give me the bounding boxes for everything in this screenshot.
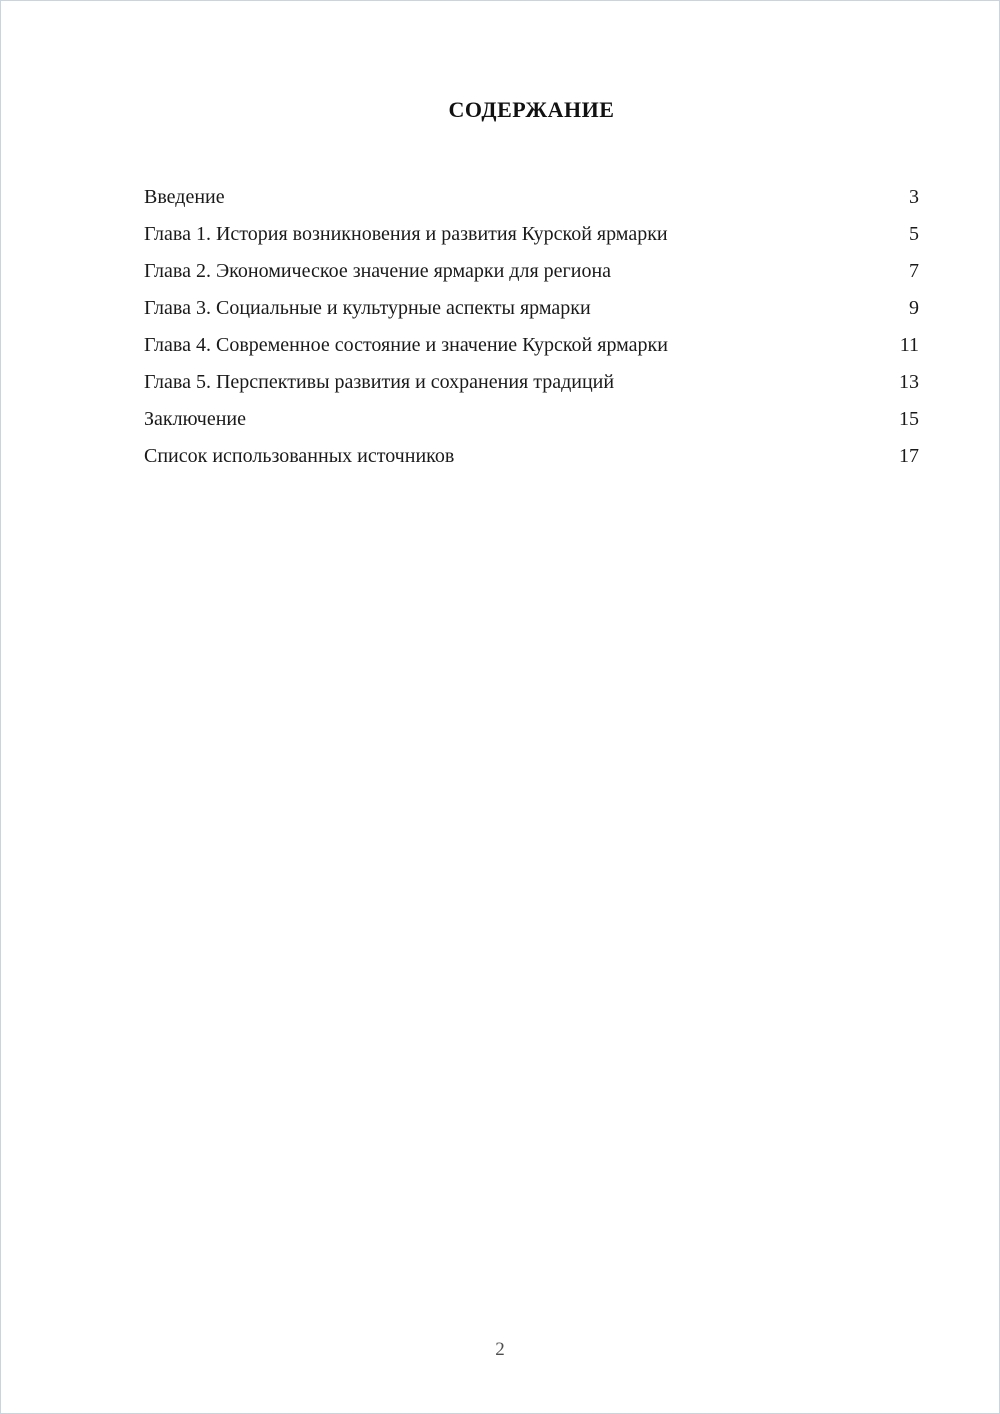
toc-entry-page: 13 bbox=[899, 371, 919, 393]
document-content bbox=[1, 1, 999, 475]
toc-entry bbox=[144, 179, 919, 216]
toc-entry-label: Глава 5. Перспективы развития и сохранения традиций bbox=[144, 371, 615, 393]
toc-entry bbox=[144, 253, 919, 290]
toc-entry-label: Глава 3. Социальные и культурные аспекты ярмарки bbox=[144, 297, 591, 319]
toc-entry-label: Глава 1. История возникновения и развития Курской ярмарки bbox=[144, 223, 668, 245]
toc-entry-label: Список использованных источников bbox=[144, 445, 455, 467]
toc-entry-page: 7 bbox=[909, 260, 919, 282]
footer-page-number: 2 bbox=[495, 1339, 505, 1360]
toc-entry bbox=[144, 364, 919, 401]
toc-entry bbox=[144, 438, 919, 475]
toc-entry-page: 17 bbox=[899, 445, 919, 467]
toc-entry-page: 5 bbox=[909, 223, 919, 245]
toc-entry bbox=[144, 327, 919, 364]
toc-entry-page: 15 bbox=[899, 408, 919, 430]
toc-entry bbox=[144, 401, 919, 438]
page-title: СОДЕРЖАНИЕ bbox=[448, 97, 615, 122]
toc-entry bbox=[144, 216, 919, 253]
table-of-contents bbox=[144, 179, 919, 475]
toc-entry-label: Введение bbox=[144, 186, 225, 208]
toc-entry bbox=[144, 290, 919, 327]
toc-entry-page: 11 bbox=[899, 334, 919, 356]
toc-entry-page: 9 bbox=[909, 297, 919, 319]
toc-entry-label: Глава 2. Экономическое значение ярмарки для региона bbox=[144, 260, 612, 282]
toc-entry-label: Заключение bbox=[144, 408, 246, 430]
toc-entry-page: 3 bbox=[909, 186, 919, 208]
toc-entry-label: Глава 4. Современное состояние и значение Курской ярмарки bbox=[144, 334, 668, 356]
